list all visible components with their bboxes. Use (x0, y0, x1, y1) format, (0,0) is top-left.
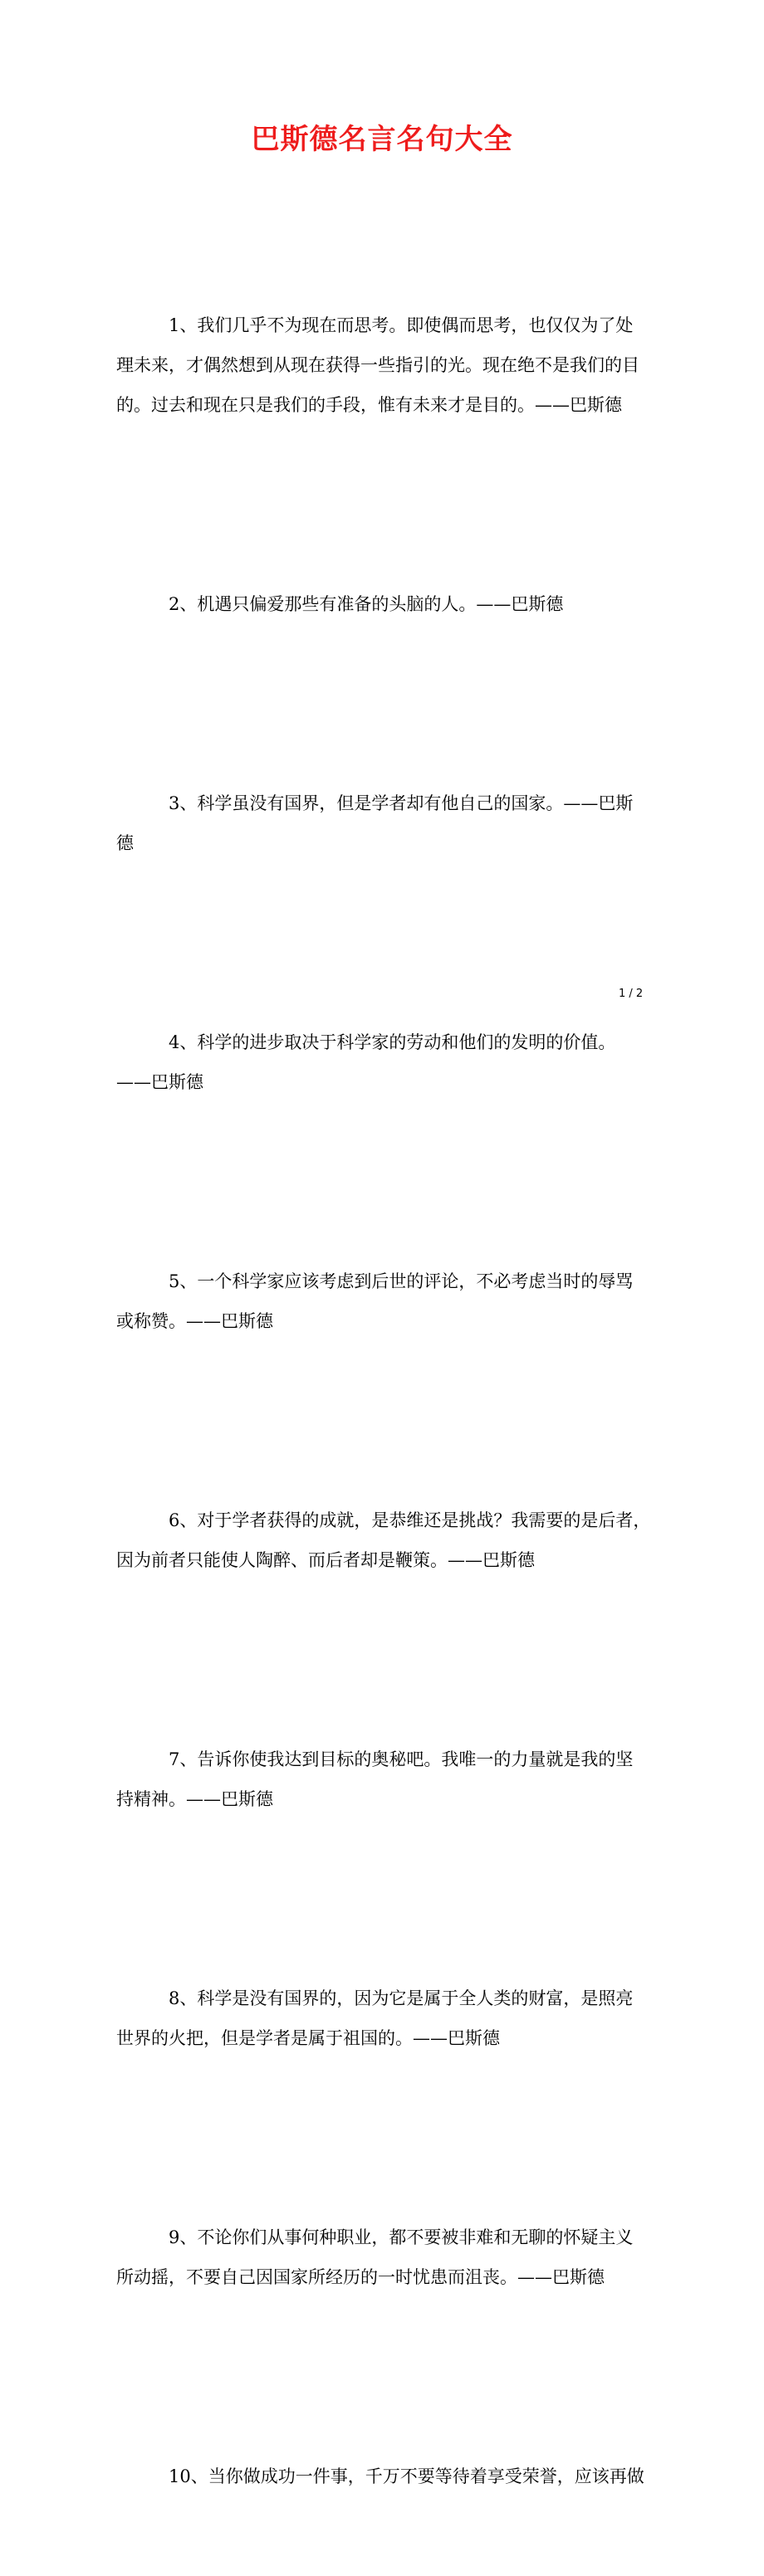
quote-line: 3、科学虽没有国界，但是学者却有他自己的国家。——巴斯 (169, 793, 634, 813)
quote-list (116, 226, 654, 2576)
quote-line: 8、科学是没有国界的，因为它是属于全人类的财富，是照亮 (169, 1988, 634, 2008)
quote-paragraph (116, 505, 654, 704)
quote-line: 理未来，才偶然想到从现在获得一些指引的光。现在绝不是我们的目 (116, 355, 639, 375)
quote-line: 的。过去和现在只是我们的手段，惟有未来才是目的。——巴斯德 (116, 395, 622, 415)
quote-paragraph (116, 2138, 654, 2377)
quote-paragraph (116, 1660, 654, 1899)
quote-line: 世界的火把，但是学者是属于祖国的。——巴斯德 (116, 2028, 500, 2048)
page-title: 巴斯德名言名句大全 (251, 123, 513, 156)
quote-paragraph (116, 2377, 654, 2576)
quote-line: 4、科学的进步取决于科学家的劳动和他们的发明的价值。 (169, 1032, 616, 1052)
quote-line: ——巴斯德 (116, 1072, 203, 1092)
quote-line: 9、不论你们从事何种职业，都不要被非难和无聊的怀疑主义 (169, 2227, 634, 2247)
quote-line: 或称赞。——巴斯德 (116, 1311, 273, 1331)
quote-paragraph (116, 943, 654, 1182)
quote-line: 1、我们几乎不为现在而思考。即使偶而思考，也仅仅为了处 (169, 315, 634, 335)
quote-line: 2、机遇只偏爱那些有准备的头脑的人。——巴斯德 (169, 594, 564, 614)
quote-line: 德 (116, 833, 134, 853)
quote-paragraph (116, 226, 654, 505)
quote-line: 10、当你做成功一件事，千万不要等待着享受荣誉，应该再做 (169, 2466, 644, 2486)
quote-line: 5、一个科学家应该考虑到后世的评论，不必考虑当时的辱骂 (169, 1271, 634, 1291)
page-number: 1 / 2 (619, 988, 644, 1000)
quote-paragraph (116, 704, 654, 943)
quote-line: 6、对于学者获得的成就，是恭维还是挑战？我需要的是后者， (169, 1510, 651, 1530)
quote-paragraph (116, 1899, 654, 2138)
quote-line: 因为前者只能使人陶醉、而后者却是鞭策。——巴斯德 (116, 1550, 535, 1570)
quote-line: 7、告诉你使我达到目标的奥秘吧。我唯一的力量就是我的坚 (169, 1749, 634, 1769)
quote-line: 持精神。——巴斯德 (116, 1789, 273, 1809)
quote-paragraph (116, 1421, 654, 1660)
quote-line: 所动摇，不要自己因国家所经历的一时忧患而沮丧。——巴斯德 (116, 2267, 605, 2287)
quote-paragraph (116, 1182, 654, 1421)
